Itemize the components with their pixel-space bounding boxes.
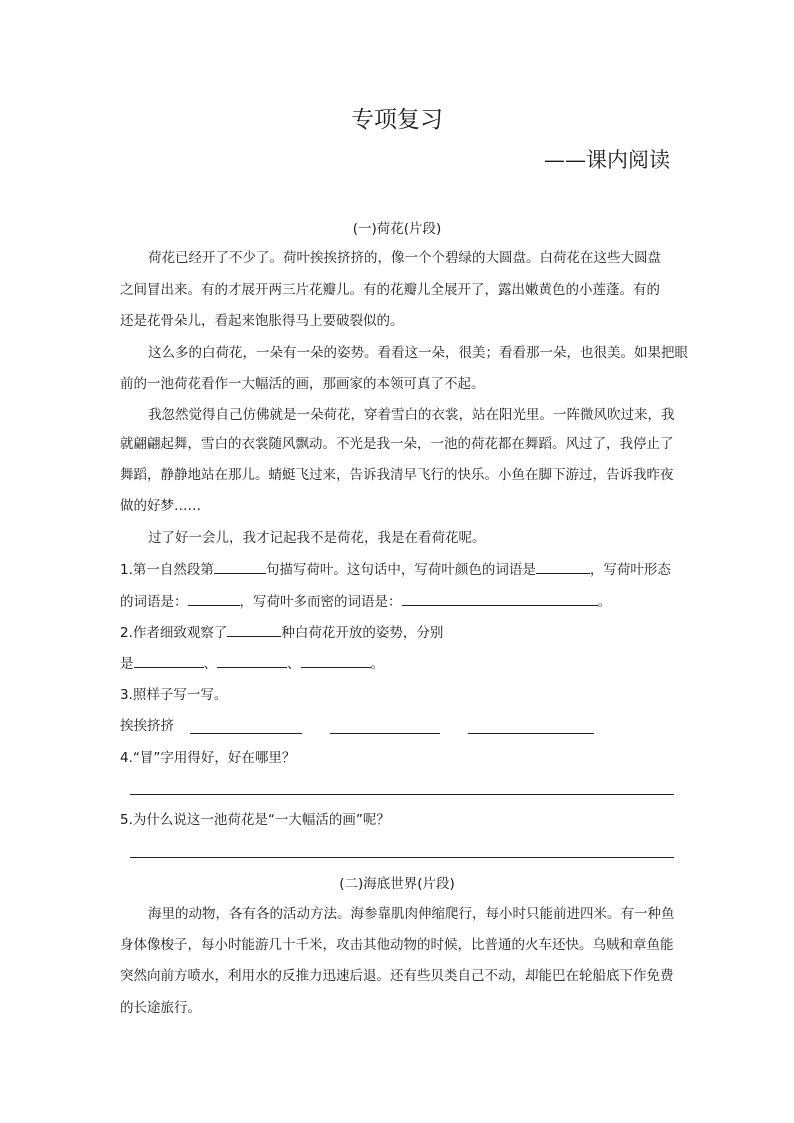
passage-line: 就翩翩起舞，雪白的衣裳随风飘动。不光是我一朵，一池的荷花都在舞蹈。风过了，我停止了 (120, 436, 674, 452)
passage-line: 身体像梭子，每小时能游几十千米，攻击其他动物的时候，比普通的火车还快。乌贼和章鱼能 (120, 937, 674, 953)
question-1-line-1: 1.第一自然段第 句描写荷叶。这句话中，写荷叶颜色的词语是 ，写荷叶形态 (120, 559, 671, 580)
page-subtitle: ——课内阅读 (544, 148, 670, 172)
question-3-example: 挨挨挤挤 (120, 718, 174, 734)
answer-blank[interactable] (214, 559, 266, 574)
answer-blank[interactable] (134, 653, 204, 668)
passage-line: 我忽然觉得自己仿佛就是一朵荷花，穿着雪白的衣裳，站在阳光里。一阵微风吹过来，我 (148, 407, 675, 423)
section-1-heading: (一)荷花(片段) (352, 221, 442, 237)
passage-line: 荷花已经开了不少了。荷叶挨挨挤挤的，像一个个碧绿的大圆盘。白荷花在这些大圆盘 (148, 250, 661, 266)
answer-blank[interactable] (301, 653, 371, 668)
passage-line: 海里的动物，各有各的活动方法。海参靠肌肉伸缩爬行，每小时只能前进四米。有一种鱼 (148, 906, 675, 922)
answer-line[interactable] (330, 733, 440, 734)
section-2-heading: (二)海底世界(片段) (339, 876, 455, 892)
passage-line: 之间冒出来。有的才展开两三片花瓣儿。有的花瓣儿全展开了，露出嫩黄色的小莲蓬。有的 (120, 282, 660, 298)
passage-line: 前的一池荷花看作一大幅活的画，那画家的本领可真了不起。 (120, 376, 485, 392)
answer-blank[interactable] (536, 559, 590, 574)
answer-line[interactable] (130, 794, 674, 795)
passage-line: 还是花骨朵儿，看起来饱胀得马上要破裂似的。 (120, 313, 404, 329)
passage-line: 舞蹈，静静地站在那儿。蜻蜓飞过来，告诉我清早飞行的快乐。小鱼在脚下游过，告诉我昨夜 (120, 467, 674, 483)
answer-blank[interactable] (227, 622, 281, 637)
question-1-line-2: 的词语是： ，写荷叶多而密的词语是： 。 (120, 591, 611, 612)
answer-blank[interactable] (402, 591, 598, 606)
passage-line: 突然向前方喷水，利用水的反推力迅速后退。还有些贝类自己不动，却能巴在轮船底下作免费 (120, 968, 674, 984)
passage-line: 做的好梦…… (120, 498, 201, 514)
question-5: 5.为什么说这一池荷花是“一大幅活的画”呢？ (120, 812, 390, 828)
passage-line: 这么多的白荷花，一朵有一朵的姿势。看看这一朵，很美；看看那一朵，也很美。如果把眼 (148, 345, 688, 361)
answer-line[interactable] (468, 733, 594, 734)
passage-line: 的长途旅行。 (120, 1000, 201, 1016)
answer-line[interactable] (190, 733, 302, 734)
passage-line: 过了好一会儿，我才记起我不是荷花，我是在看荷花呢。 (148, 530, 486, 546)
page-title: 专项复习 (351, 107, 443, 133)
answer-line[interactable] (130, 857, 674, 858)
question-2-line-1: 2.作者细致观察了 种白荷花开放的姿势，分别 (120, 622, 443, 643)
answer-blank[interactable] (188, 591, 240, 606)
answer-blank[interactable] (217, 653, 287, 668)
question-2-line-2: 是 、 、 。 (120, 653, 384, 674)
question-4: 4.“冒”字用得好，好在哪里？ (120, 750, 296, 766)
question-3: 3.照样子写一写。 (120, 687, 228, 703)
